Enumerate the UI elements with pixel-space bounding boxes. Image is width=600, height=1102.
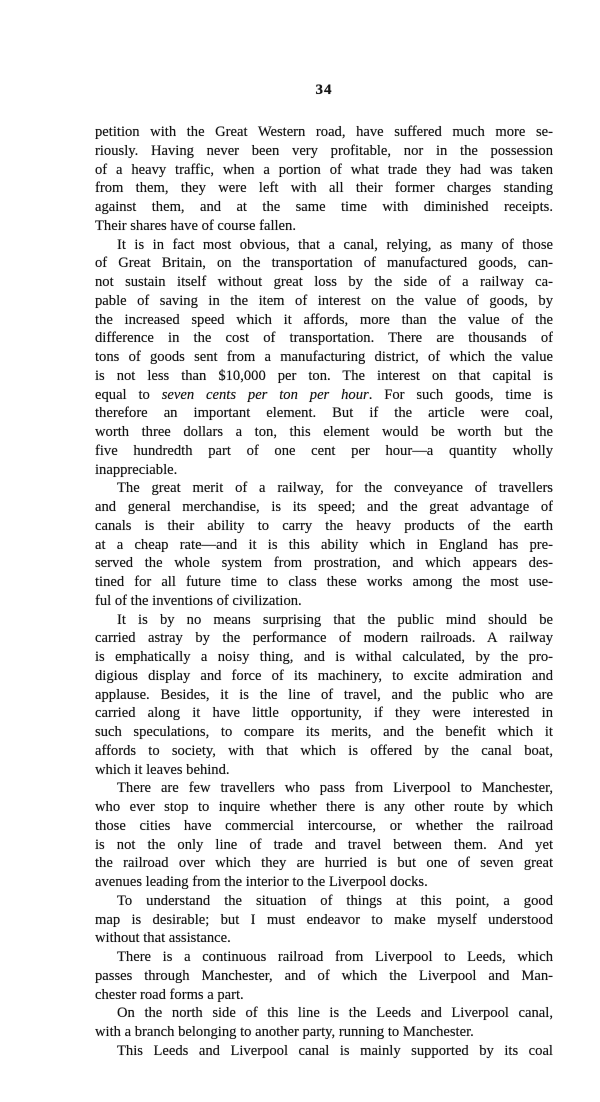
text-line: from them, they were left with all their former charges standing [95, 180, 553, 197]
text-line: petition with the Great Western road, have suffered much more se- [95, 124, 553, 140]
text-line: is not the only line of trade and travel between them. And yet [95, 836, 553, 853]
text-line: the railroad over which they are hurried is but one of seven great [95, 855, 553, 872]
page-number: 34 [315, 82, 333, 98]
text-line: pable of saving in the item of interest on the value of goods, by [95, 292, 553, 309]
text-line: against them, and at the same time with diminished receipts. [95, 199, 553, 215]
text-line: is not less than $10,000 per ton. The interest on that capital is [95, 367, 553, 384]
text-line: To understand the situation of things at this point, a good [117, 892, 553, 909]
text-line: such speculations, to compare its merits, and the benefit which it [95, 724, 553, 740]
text-line: There is a continuous railroad from Liverpool to Leeds, which [117, 949, 553, 965]
text-line: map is desirable; but I must endeavor to make myself understood [95, 911, 553, 928]
text-line: worth three dollars a ton, this element would be worth but the [95, 424, 553, 440]
text-line: the increased speed which it affords, more than the value of the [95, 311, 553, 328]
page-text [95, 123, 553, 1061]
text-line: who ever stop to inquire whether there is any other route by which [95, 799, 553, 815]
text-line: This Leeds and Liverpool canal is mainly supported by its coal [117, 1042, 553, 1059]
text-line: canals is their ability to carry the heavy products of the earth [95, 517, 553, 534]
text-line: digious display and force of its machinery, to excite admiration and [95, 667, 553, 684]
text-line: equal to seven cents per ton per hour. For such goods, time is [95, 386, 553, 403]
text-line: avenues leading from the interior to the Liverpool docks. [95, 874, 428, 890]
text-line: chester road forms a part. [95, 986, 244, 1003]
text-line: served the whole system from prostration, and which appears des- [95, 555, 553, 572]
text-line: with a branch belonging to another party, running to Manchester. [95, 1024, 474, 1040]
text-line: without that assistance. [95, 930, 231, 947]
text-line: at a cheap rate—and it is this ability which in England has pre- [95, 536, 553, 553]
text-line: It is by no means surprising that the public mind should be [117, 611, 553, 628]
text-line: applause. Besides, it is the line of travel, and the public who are [95, 686, 553, 703]
text-line: of Great Britain, on the transportation of manufactured goods, can- [95, 255, 553, 272]
text-line: passes through Manchester, and of which the Liverpool and Man- [95, 967, 553, 984]
text-line: carried along it have little opportunity, if they were interested in [95, 705, 553, 722]
text-line: On the north side of this line is the Leeds and Liverpool canal, [117, 1005, 553, 1022]
text-line: tined for all future time to class these works among the most use- [95, 574, 553, 590]
text-line: not sustain itself without great loss by the side of a railway ca- [95, 274, 553, 290]
text-line: There are few travellers who pass from Liverpool to Manchester, [117, 780, 553, 797]
text-line: riously. Having never been very profitable, nor in the possession [95, 142, 553, 159]
text-line: carried astray by the performance of modern railroads. A railway [95, 630, 553, 647]
text-line: tons of goods sent from a manufacturing district, of which the value [95, 349, 553, 365]
text-line: The great merit of a railway, for the conveyance of travellers [117, 480, 553, 497]
text-line: five hundredth part of one cent per hour—a quantity wholly [95, 442, 553, 459]
text-line: and general merchandise, is its speed; and the great advantage of [95, 499, 553, 515]
text-line: It is in fact most obvious, that a canal, relying, as many of those [117, 236, 553, 253]
text-line: ful of the inventions of civilization. [95, 592, 302, 609]
text-line: affords to society, with that which is offered by the canal boat, [95, 742, 553, 759]
text-line: therefore an important element. But if the article were coal, [95, 405, 553, 422]
text-line: Their shares have of course fallen. [95, 217, 296, 234]
text-line: is emphatically a noisy thing, and is withal calculated, by the pro- [95, 649, 553, 665]
text-line: difference in the cost of transportation. There are thousands of [95, 330, 553, 347]
text-line: of a heavy traffic, when a portion of what trade they had was taken [95, 161, 553, 178]
text-line: which it leaves behind. [95, 761, 230, 778]
text-line: those cities have commercial intercourse, or whether the railroad [95, 817, 553, 834]
text-line: inappreciable. [95, 461, 178, 478]
